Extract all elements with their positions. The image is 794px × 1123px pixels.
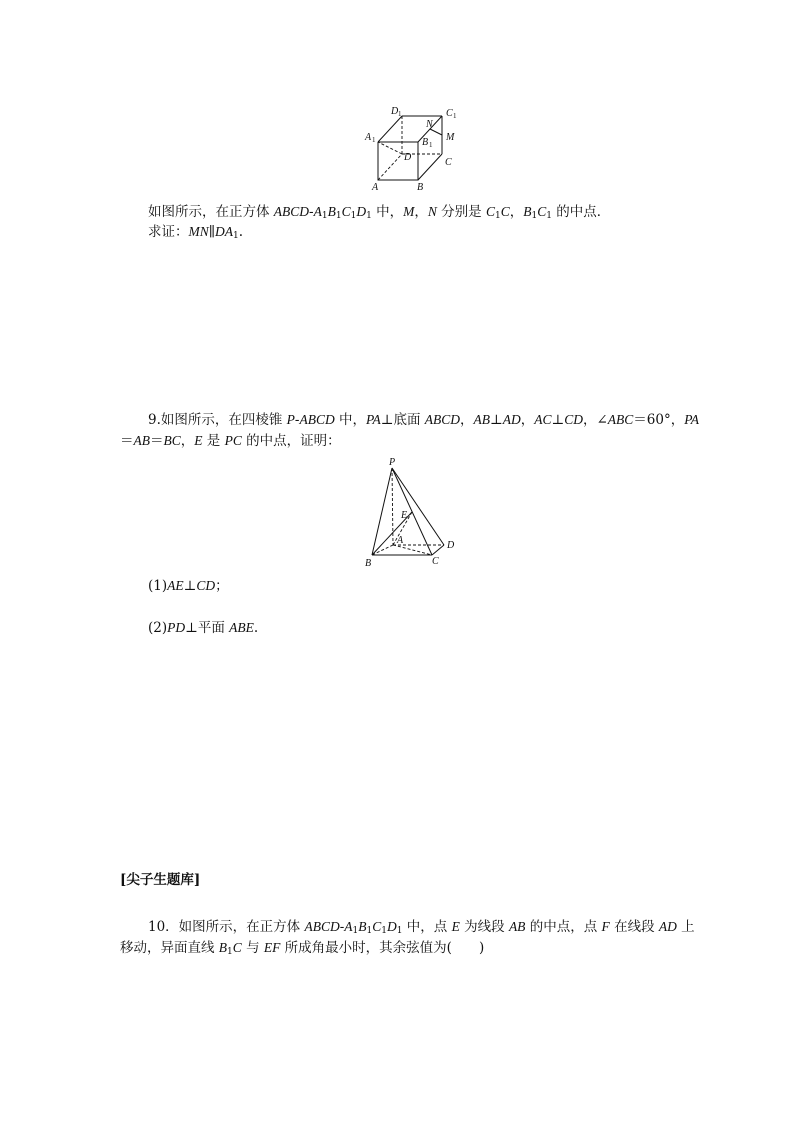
cube-front-face <box>378 142 418 180</box>
label-E: E <box>401 510 408 521</box>
q8-line1: 如图所示，在正方体 ABCD-$A_1B_1C_1D_1$ 中，M，N 分别是 $C_1C$，$B_1C_1$ 的中点． <box>148 204 611 221</box>
cube-hidden-ad <box>378 154 402 180</box>
q9-line2: ＝AB＝BC，E 是 PC 的中点，证明： <box>120 433 341 449</box>
label-C: C <box>432 556 439 567</box>
label-C: C <box>445 157 452 168</box>
q10-line1: 10．如图所示，在正方体 ABCD-$A_1B_1C_1D_1$ 中，点 E 为线段 AB 的中点，点 F 在线段 AD 上 <box>148 919 695 936</box>
label-D: D <box>447 540 455 551</box>
label-N: N <box>426 119 433 130</box>
q8-line2: 求证：$MN\parallel DA_1$. <box>148 224 244 241</box>
pyr-hidden-ab <box>372 545 393 555</box>
q9-part2: (2)PD⊥平面 ABE. <box>148 620 259 636</box>
svg-text:1: 1 <box>429 141 433 149</box>
cube-edge-bc <box>418 154 442 180</box>
label-B: B <box>365 558 372 569</box>
pyr-edge-pb <box>372 468 392 555</box>
section-title: [尖子生题库] <box>120 872 201 888</box>
label-D1: D <box>391 106 399 117</box>
label-D: D <box>404 152 412 163</box>
pyr-edge-cd <box>432 545 444 555</box>
label-B: B <box>417 182 424 193</box>
label-A1: A <box>365 132 372 143</box>
pyr-edge-pd <box>392 468 444 545</box>
label-A: A <box>372 182 379 193</box>
svg-text:1: 1 <box>453 112 457 120</box>
cube-hidden-da1 <box>378 142 402 154</box>
q10-line2: 移动，异面直线 $B_1C$ 与 EF 所成角最小时，其余弦值为( ) <box>120 940 485 957</box>
label-M: M <box>446 132 455 143</box>
cube-figure <box>360 104 472 194</box>
pyr-hidden-ac <box>393 545 432 555</box>
q9-line1: 9.如图所示，在四棱锥 P-ABCD 中，PA⊥底面 ABCD，AB⊥AD，AC⊥CD，∠ABC＝60°，PA <box>148 412 699 428</box>
svg-text:1: 1 <box>372 136 376 144</box>
pyramid-figure <box>360 455 466 569</box>
label-C1: C <box>446 108 453 119</box>
cube-edge-a1d1 <box>378 116 402 142</box>
q9-part1: (1)AE⊥CD； <box>148 578 229 594</box>
label-P: P <box>389 457 396 468</box>
svg-text:1: 1 <box>398 110 402 118</box>
label-A: A <box>397 535 404 546</box>
label-B1: B <box>422 137 429 148</box>
